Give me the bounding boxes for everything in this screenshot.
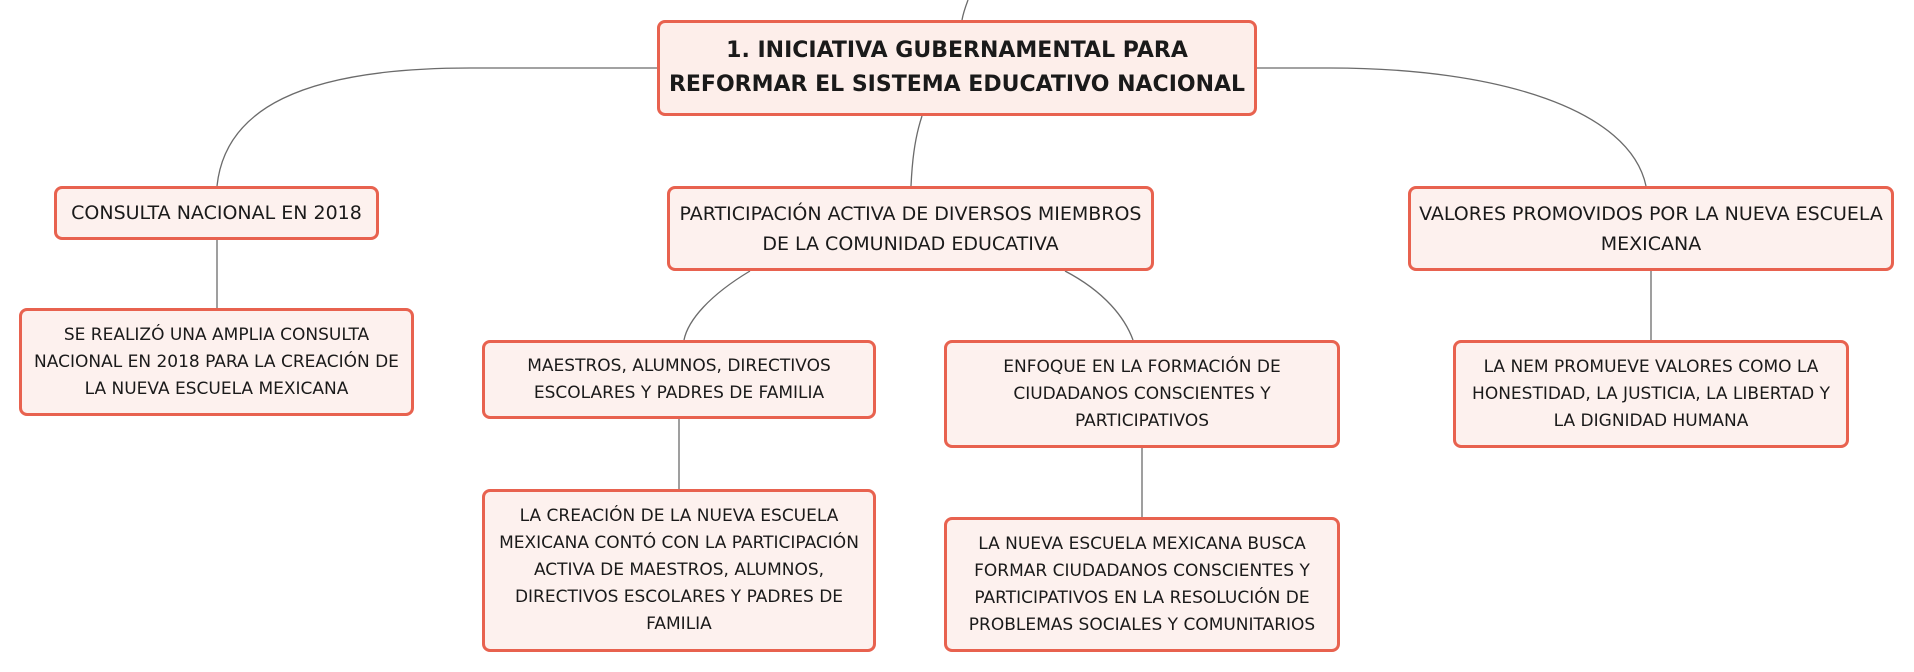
consulta-detail-node[interactable] xyxy=(19,308,414,416)
valores-detail-node[interactable] xyxy=(1453,340,1849,448)
participacion-node[interactable] xyxy=(667,186,1154,271)
valores-node[interactable] xyxy=(1408,186,1894,271)
valores-detail-label: LA NEM PROMUEVE VALORES COMO LA HONESTIDAD, LA JUSTICIA, LA LIBERTAD Y LA DIGNIDAD HUMANA xyxy=(1472,356,1830,431)
connector-participacion-to-enfoque xyxy=(1065,271,1133,340)
valores-node-label: VALORES PROMOVIDOS POR LA NUEVA ESCUELA MEXICANA xyxy=(1419,202,1883,255)
consulta-node-label: CONSULTA NACIONAL EN 2018 xyxy=(71,202,362,224)
enfoque-node[interactable] xyxy=(944,340,1340,448)
enfoque-detail-node[interactable] xyxy=(944,517,1340,652)
consulta-detail-label: SE REALIZÓ UNA AMPLIA CONSULTA NACIONAL EN 2018 PARA LA CREACIÓN DE LA NUEVA ESCUELA MEXICANA xyxy=(34,324,399,399)
connector-parent-to-root xyxy=(962,0,968,20)
connector-root-to-participacion xyxy=(911,116,922,186)
maestros-detail-node[interactable] xyxy=(482,489,876,652)
root-node[interactable] xyxy=(657,20,1257,116)
maestros-node-label: MAESTROS, ALUMNOS, DIRECTIVOS ESCOLARES Y PADRES DE FAMILIA xyxy=(527,355,831,403)
connector-root-to-consulta xyxy=(217,68,657,186)
maestros-detail-label: LA CREACIÓN DE LA NUEVA ESCUELA MEXICANA CONTÓ CON LA PARTICIPACIÓN ACTIVA DE MAESTROS, ALUMNOS, DIRECTIVOS ESCOLARES Y PADRES DE FAMILIA xyxy=(499,506,859,634)
consulta-node[interactable] xyxy=(54,186,379,240)
connector-participacion-to-maestros xyxy=(684,271,750,340)
maestros-node[interactable] xyxy=(482,340,876,419)
participacion-node-label: PARTICIPACIÓN ACTIVA DE DIVERSOS MIEMBROS DE LA COMUNIDAD EDUCATIVA xyxy=(679,202,1142,255)
enfoque-node-label: ENFOQUE EN LA FORMACIÓN DE CIUDADANOS CONSCIENTES Y PARTICIPATIVOS xyxy=(1003,356,1281,431)
enfoque-detail-label: LA NUEVA ESCUELA MEXICANA BUSCA FORMAR CIUDADANOS CONSCIENTES Y PARTICIPATIVOS EN LA RESOLUCIÓN DE PROBLEMAS SOCIALES Y COMUNITARIOS xyxy=(968,533,1316,635)
connector-root-to-valores xyxy=(1257,68,1646,186)
root-node-label: 1. INICIATIVA GUBERNAMENTAL PARA REFORMAR EL SISTEMA EDUCATIVO NACIONAL xyxy=(668,38,1246,97)
